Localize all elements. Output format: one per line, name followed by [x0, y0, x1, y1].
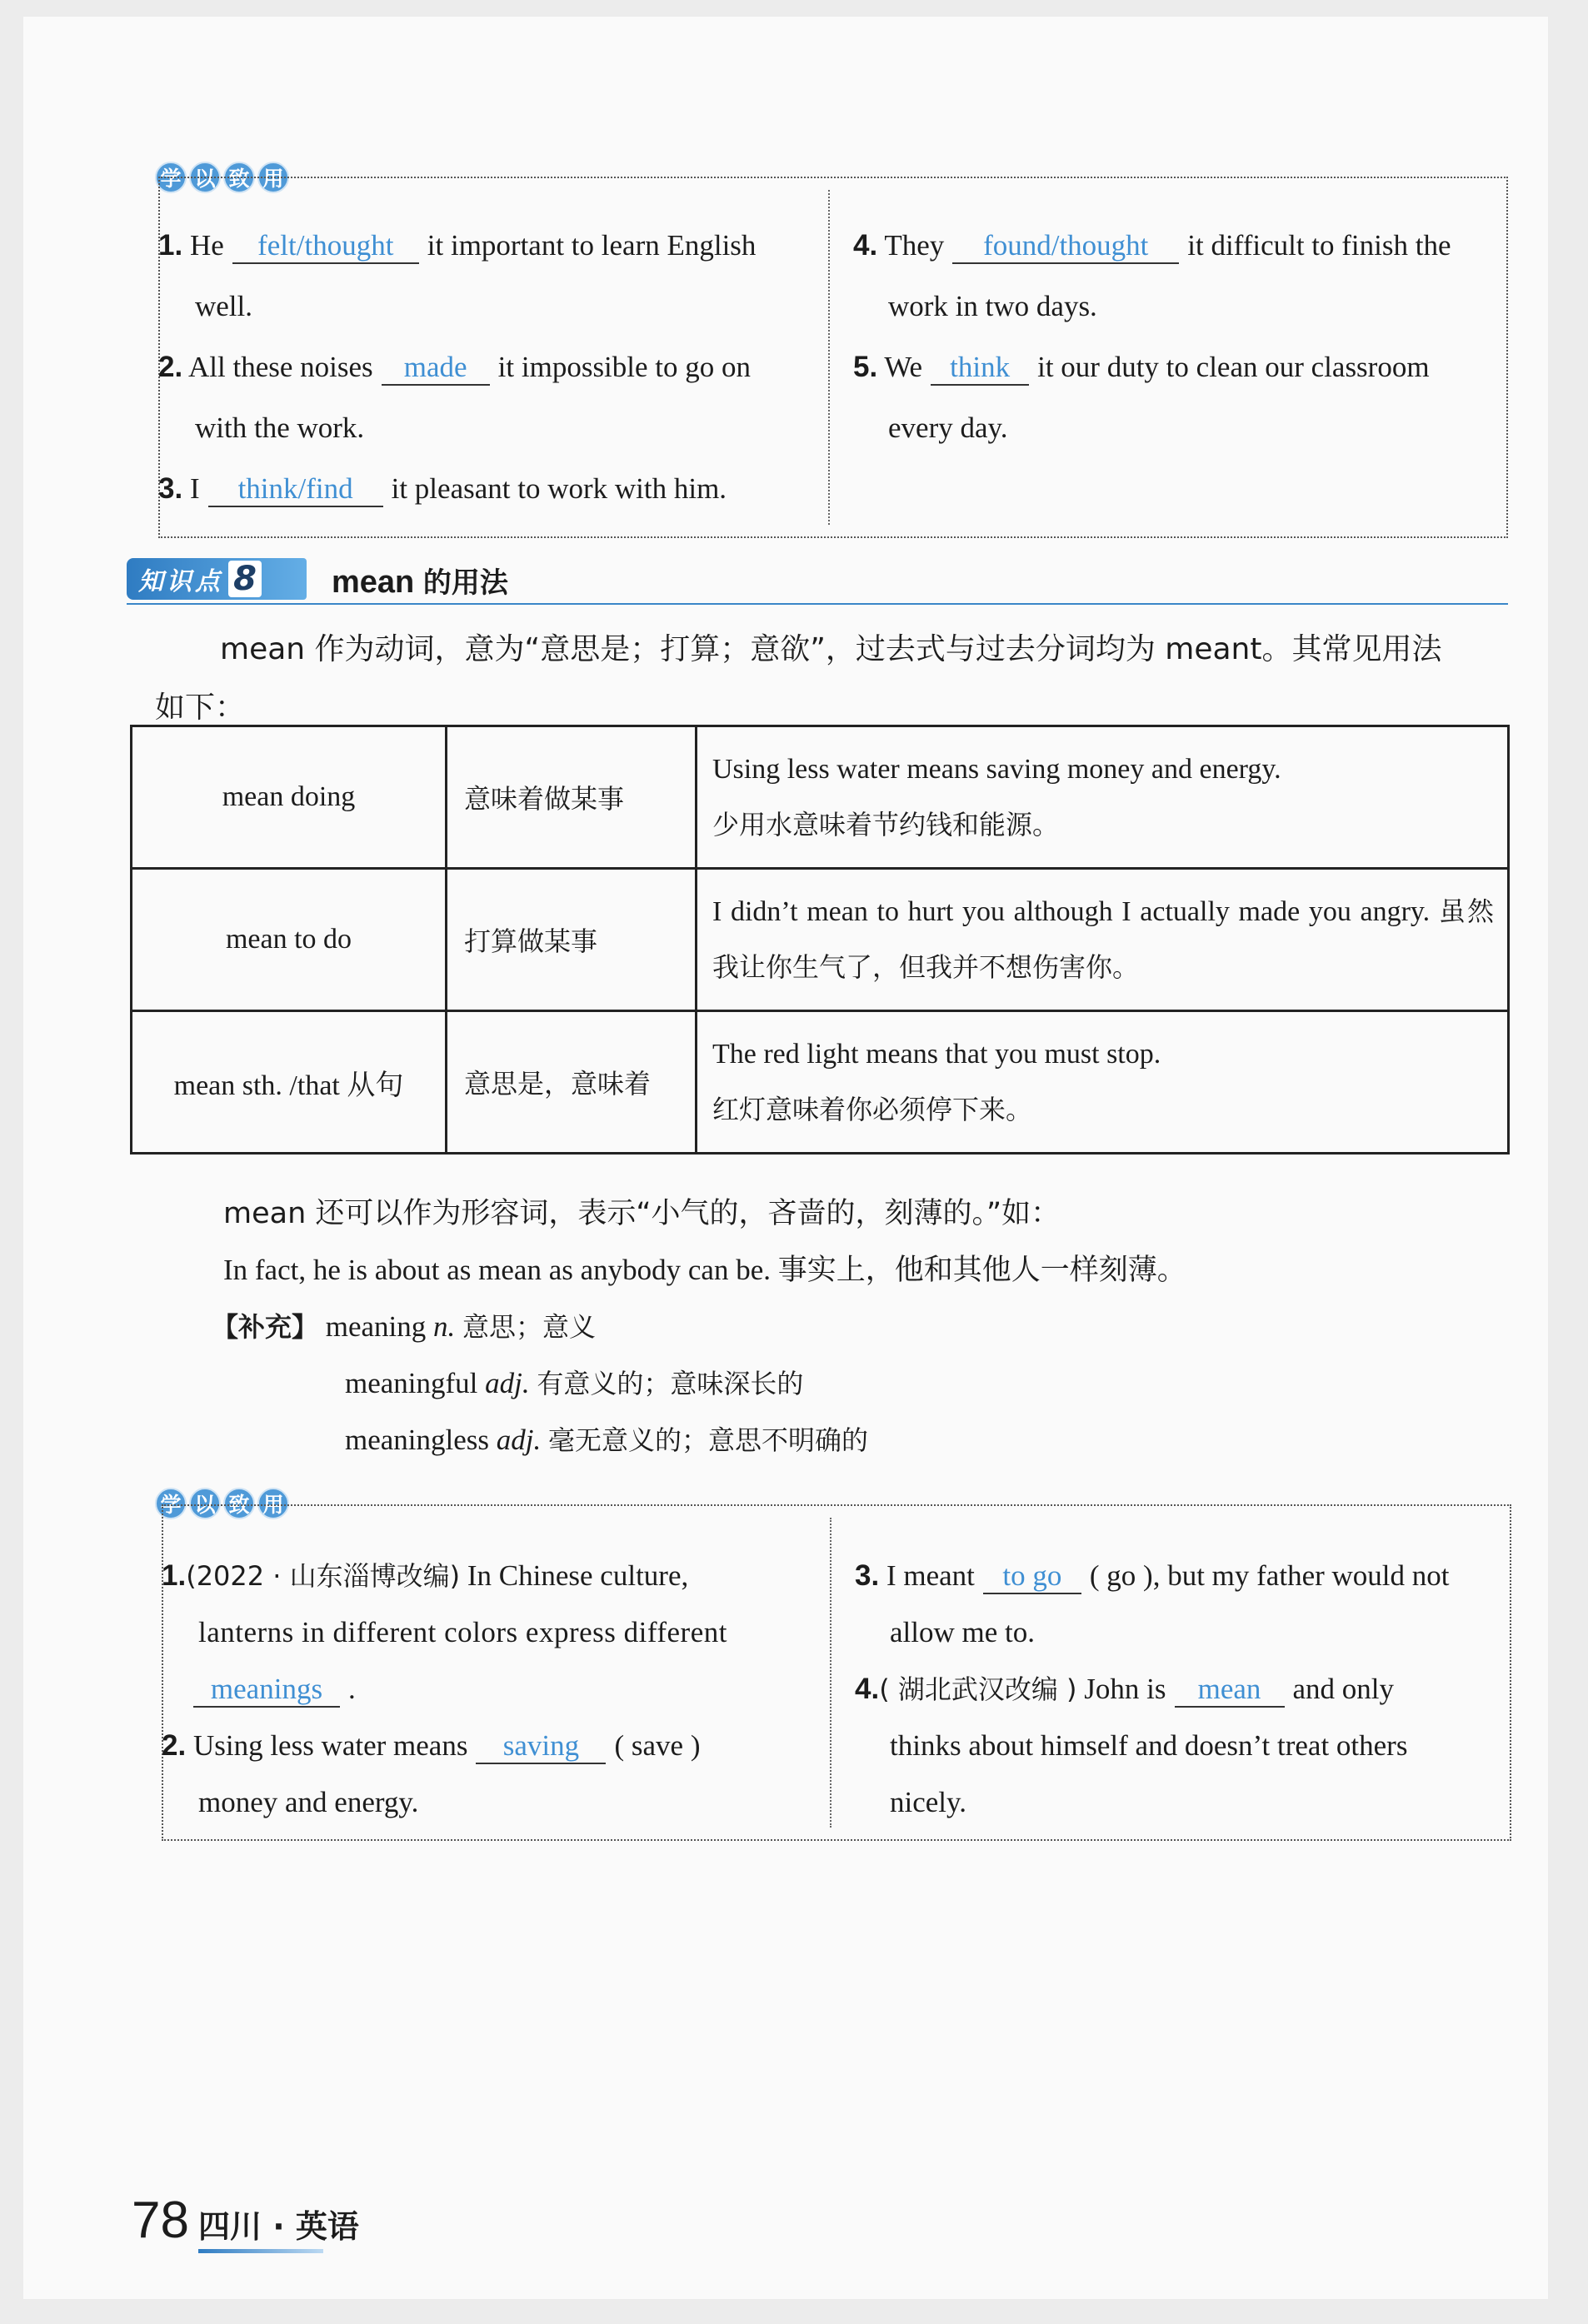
title-underline [127, 603, 1508, 605]
page-number: 78 [132, 2192, 189, 2249]
adj-note-line-1: mean 还可以作为形容词，表示“小气的，吝啬的，刻薄的。”如： [223, 1197, 1061, 1230]
answer-blank[interactable]: think [931, 351, 1029, 386]
practice2-right-column: 3. I meant to go ( go ), but my father would not allow me to. 4.( 湖北武汉改编 ) John is mean and only thinks about himself and doesn’t treat others nicely. [855, 1548, 1510, 1831]
footer-label: 四川 · 英语 [198, 2208, 359, 2245]
question-4: 4.( 湖北武汉改编 ) John is mean and only [855, 1661, 1510, 1718]
practice1-left-column: 1. He felt/thought it important to learn English well. 2. All these noises made it impossible to go on with the work. 3. I think/find it pleasant to work with him. [158, 215, 808, 519]
table-row [132, 726, 1509, 869]
badge-char: 以 [189, 162, 221, 193]
meaning-cell: 打算做某事 [447, 869, 697, 1011]
answer-blank[interactable]: found/thought [952, 229, 1179, 264]
answer-blank[interactable]: felt/thought [232, 229, 419, 264]
column-divider [828, 190, 830, 525]
answer-blank[interactable]: saving [476, 1729, 606, 1764]
meaning-cell: 意味着做某事 [447, 726, 697, 869]
answer-blank[interactable]: made [382, 351, 490, 386]
table-row [132, 869, 1509, 1011]
knowledge-point-tag: 知识点 8 [127, 558, 307, 600]
adj-note-line-2: In fact, he is about as mean as anybody can be. 事实上，他和其他人一样刻薄。 [223, 1254, 1186, 1286]
question-4: 4. They found/thought it difficult to finish the [853, 215, 1508, 276]
question-1: 1.(2022 · 山东淄博改编) In Chinese culture, [162, 1559, 689, 1592]
knowledge-point-number: 8 [228, 561, 262, 597]
badge-char: 学 [155, 1488, 187, 1519]
question-3: 3. I think/find it pleasant to work with him. [158, 458, 808, 519]
table-row [132, 1011, 1509, 1154]
badge-char: 以 [189, 1488, 221, 1519]
question-1: 1. He felt/thought it important to learn English [158, 215, 808, 276]
supplement-line-3: meaningless adj. 毫无意义的；意思不明确的 [345, 1424, 869, 1456]
usage-cell: mean to do [132, 869, 447, 1011]
question-2: 2. All these noises made it impossible to go on [158, 337, 808, 397]
question-3: 3. I meant to go ( go ), but my father would not [855, 1548, 1510, 1604]
badge-char: 致 [223, 162, 255, 193]
answer-blank[interactable]: think/find [208, 472, 383, 507]
column-divider [830, 1518, 831, 1828]
question-2: 2. Using less water means saving ( save ) [162, 1718, 811, 1774]
example-cell: I didn’t mean to hurt you although I actually made you angry. 虽然我让你生气了，但我并不想伤害你。 [697, 869, 1509, 1011]
supplement-line-2: meaningful adj. 有意义的；意味深长的 [345, 1367, 804, 1399]
answer-blank[interactable]: mean [1175, 1673, 1285, 1708]
usage-cell: mean sth. /that 从句 [132, 1011, 447, 1154]
answer-blank[interactable]: to go [983, 1559, 1081, 1594]
example-cell: The red light means that you must stop. 红灯意味着你必须停下来。 [697, 1011, 1509, 1154]
intro-line-1: mean 作为动词，意为“意思是；打算；意欲”，过去式与过去分词均为 meant。其常见用法 [220, 632, 1442, 666]
example-cell: Using less water means saving money and energy. 少用水意味着节约钱和能源。 [697, 726, 1509, 869]
usage-table [130, 725, 1510, 1155]
badge-char: 致 [223, 1488, 255, 1519]
knowledge-point-title: mean 的用法 [332, 565, 508, 600]
footer-underline [198, 2249, 323, 2253]
badge-char: 学 [155, 162, 187, 193]
practice1-right-column: 4. They found/thought it difficult to finish the work in two days. 5. We think it our duty to clean our classroom every day. [853, 215, 1508, 458]
meaning-cell: 意思是，意味着 [447, 1011, 697, 1154]
badge-char: 用 [257, 162, 289, 193]
question-5: 5. We think it our duty to clean our classroom [853, 337, 1508, 397]
practice2-left-column: 1.(2022 · 山东淄博改编) In Chinese culture, lanterns in different colors express different meanings . 2. Using less water means saving ( save ) money and energy. [162, 1548, 811, 1831]
intro-line-2: 如下： [155, 691, 246, 725]
badge-char: 用 [257, 1488, 289, 1519]
supplement-label: 【补充】 [212, 1311, 319, 1343]
answer-blank[interactable]: meanings [193, 1673, 340, 1708]
supplement-line-1: 【补充】 meaning n. 意思；意义 [212, 1310, 597, 1343]
usage-cell: mean doing [132, 726, 447, 869]
